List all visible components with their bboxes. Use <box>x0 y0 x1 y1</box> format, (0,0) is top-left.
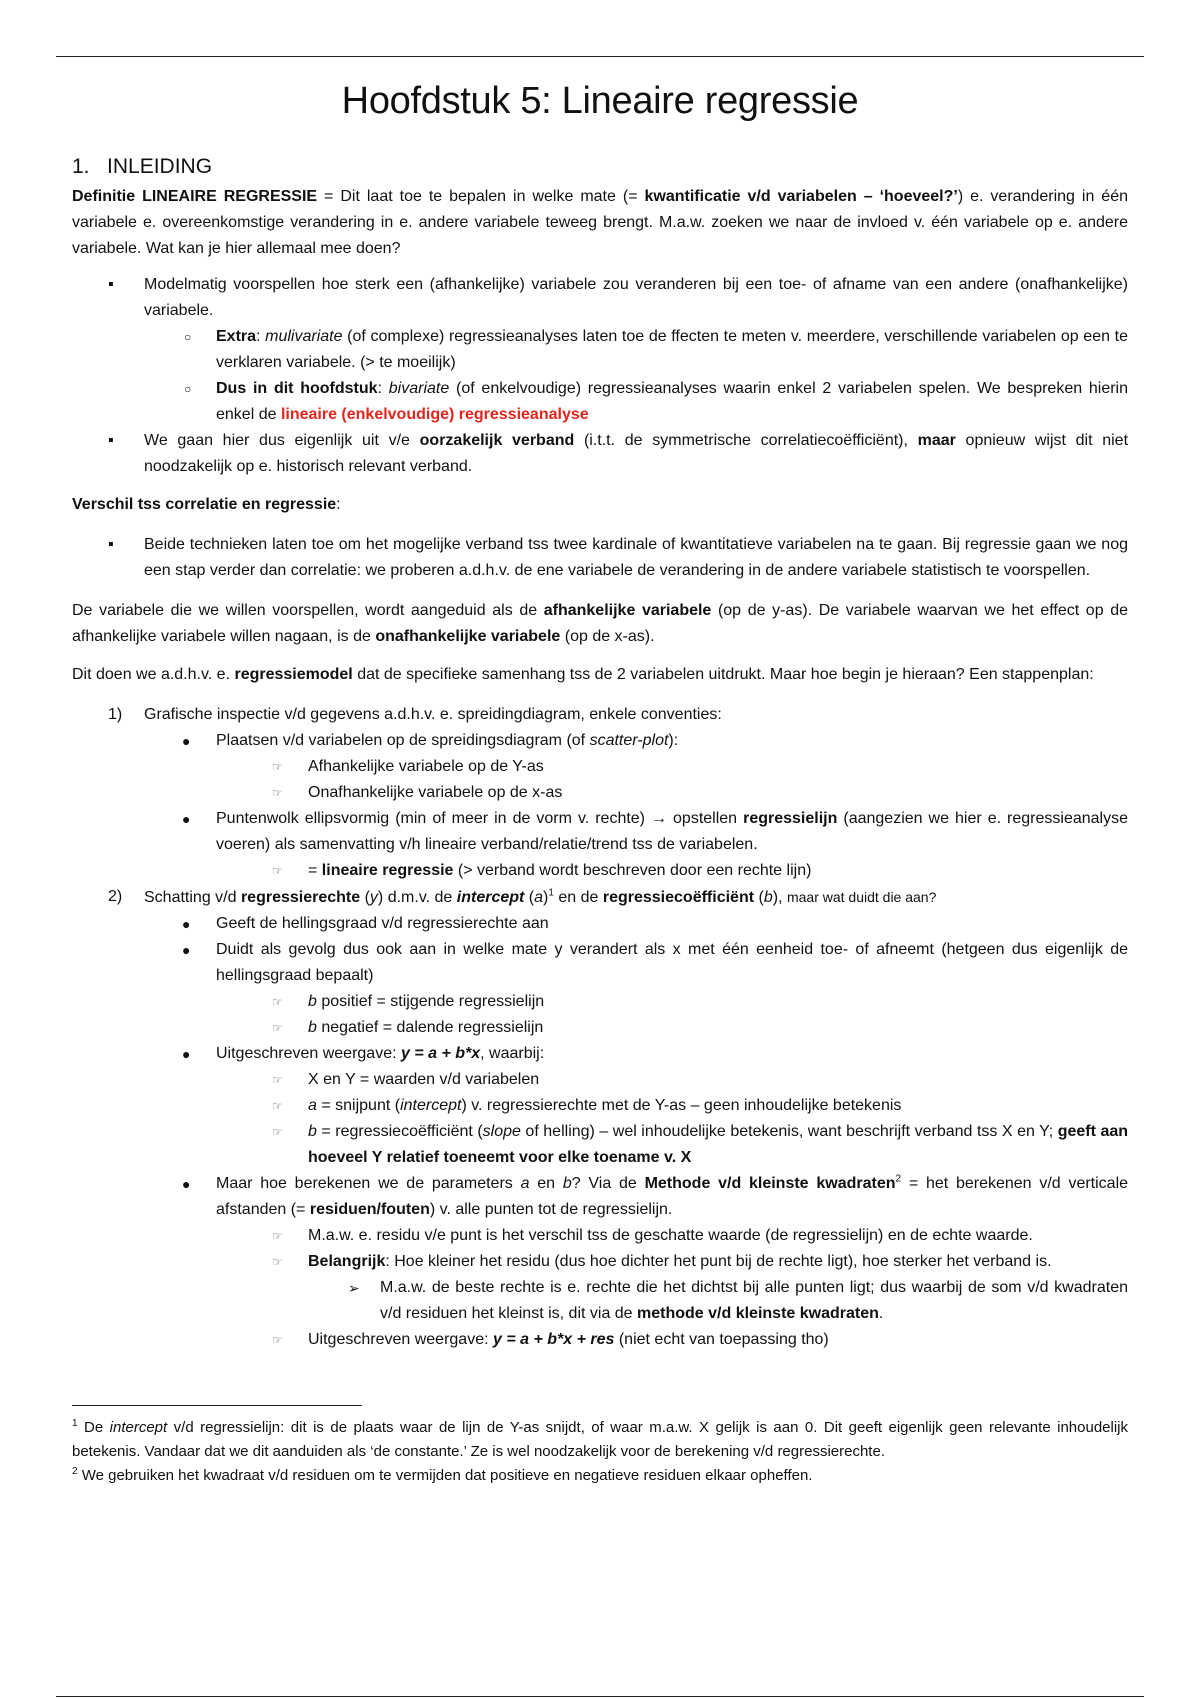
list-item <box>72 989 1128 1015</box>
text: dat de specifieke samenhang tss de 2 variabelen uitdrukt. Maar hoe begin je hieraan? Een stappenplan: <box>352 666 1094 683</box>
subheading <box>72 492 1128 518</box>
list-item <box>72 911 1128 937</box>
bold-italic-text: intercept <box>456 889 525 906</box>
text: ( <box>524 889 535 906</box>
italic-text: intercept <box>400 1097 462 1114</box>
list-item <box>72 1041 1128 1067</box>
bold-text: kwantificatie v/d variabelen – ‘hoeveel?’ <box>644 188 958 205</box>
text: Maar hoe berekenen we de parameters <box>216 1175 521 1192</box>
text: v/d regressielijn: dit is de plaats waar de lijn de Y-as snijdt, of waar m.a.w. X gelijk is aan 0. Dit geeft eigenlijk geen relevante inhoudelijk betekenis. Vandaar dat we dit aanduiden als ‘de constante.’ Ze is wel noodzakelijk voor de berekening v/d regressierechte. <box>72 1419 1129 1460</box>
text: = Dit laat toe te bepalen in welke mate (= <box>317 188 645 205</box>
list-item <box>72 428 1128 480</box>
italic-text: intercept <box>109 1419 168 1436</box>
footnote-ref: 1 <box>548 887 554 899</box>
bold-text: lineaire regressie <box>321 862 454 879</box>
list-item <box>72 1171 1128 1223</box>
square-bullet-icon: ▪ <box>108 536 114 553</box>
text: ( <box>360 889 370 906</box>
list-item <box>72 1119 1128 1171</box>
highlight-text: lineaire (enkelvoudige) regressieanalyse <box>280 406 589 423</box>
text: ) e. verandering in één variabele e. overeenkomstige verandering in e. andere variabele teweeg brengt. M.a.w. zoeken we naar de invloed v. één variabele op e. andere variabele. Wat kan je hier allemaal mee doen? <box>72 188 1129 257</box>
square-bullet-icon: ▪ <box>108 432 114 449</box>
definition-label: Definitie LINEAIRE REGRESSIE <box>72 188 318 205</box>
text: : <box>336 496 341 513</box>
text: Onafhankelijke variabele op de x-as <box>308 784 563 801</box>
bold-text: Methode v/d kleinste kwadraten <box>644 1175 896 1192</box>
italic-text: a <box>534 889 544 906</box>
step-item <box>72 702 1128 728</box>
arrow-bullet-icon: ➢ <box>348 1280 360 1296</box>
small-text: maar wat duidt die aan? <box>786 889 937 905</box>
text: ) v. regressierechte met de Y-as – geen inhoudelijke betekenis <box>461 1097 902 1114</box>
text: De <box>77 1419 110 1436</box>
text: M.a.w. de beste rechte is e. rechte die het dichtst bij alle punten ligt; dus waarbij de som v/d kwadraten v/d residuen het kleinst is, dit via de <box>380 1279 1128 1322</box>
bold-text: methode v/d kleinste kwadraten <box>637 1305 879 1322</box>
paragraph <box>72 662 1128 688</box>
formula-text: y = a + b*x + res <box>492 1331 615 1348</box>
text: ? Via de <box>571 1175 645 1192</box>
text: Afhankelijke variabele op de Y-as <box>308 758 544 775</box>
list-item <box>72 1249 1128 1275</box>
hand-pointer-icon: ☞ <box>272 1099 283 1113</box>
hand-pointer-icon: ☞ <box>272 864 283 878</box>
bold-text: maar <box>917 432 956 449</box>
italic-text: b <box>763 889 773 906</box>
list-item <box>72 1093 1128 1119</box>
bold-text: afhankelijke variabele <box>543 602 712 619</box>
dot-bullet-icon: ● <box>182 811 191 827</box>
top-rule <box>56 56 1144 57</box>
text: (op de x-as). <box>560 628 655 645</box>
text: ( <box>754 889 764 906</box>
intro-list <box>72 272 1128 480</box>
step-number: 1) <box>108 706 123 723</box>
text: ): <box>668 732 679 749</box>
hand-pointer-icon: ☞ <box>272 995 283 1009</box>
italic-text: b <box>308 1019 317 1036</box>
footnote-2 <box>72 1464 1128 1488</box>
text: Beide technieken laten toe om het mogelijke verband tss twee kardinale of kwantitatieve variabelen na te gaan. Bij regressie gaan we nog een stap verder dan correlatie: we proberen a.d.h.v. de ene variabele de verandering in de andere variabele statistisch te voorspellen. <box>144 536 1128 579</box>
step-number: 2) <box>108 888 123 905</box>
hand-pointer-icon: ☞ <box>272 760 283 774</box>
footnote-mark: 2 <box>72 1466 78 1477</box>
text: ), <box>772 889 787 906</box>
text: en de <box>553 889 603 906</box>
italic-text: a <box>520 1175 530 1192</box>
text: Modelmatig voorspellen hoe sterk een (afhankelijke) variabele zou veranderen bij een toe- of afname van een andere (onafhankelijke) variabele. <box>144 276 1128 319</box>
list-item <box>72 806 1128 858</box>
page-title: Hoofdstuk 5: Lineaire regressie <box>341 80 859 122</box>
text: Duidt als gevolg dus ook aan in welke mate y verandert als x met één eenheid toe- of afneemt (hetgeen dus eigenlijk de hellingsgraad bepaalt) <box>216 941 1128 984</box>
hand-pointer-icon: ☞ <box>272 1073 283 1087</box>
text: Geeft de hellingsgraad v/d regressierechte aan <box>216 915 549 932</box>
italic-text: y <box>369 889 378 906</box>
section-title: INLEIDING <box>107 155 213 178</box>
definition-paragraph <box>72 184 1128 262</box>
text: = regressiecoëfficiënt ( <box>316 1123 483 1140</box>
hand-pointer-icon: ☞ <box>272 1229 283 1243</box>
text: Dit doen we a.d.h.v. e. <box>72 666 235 683</box>
text: (> verband wordt beschreven door een rechte lijn) <box>453 862 812 879</box>
list-item <box>72 937 1128 989</box>
bottom-rule <box>56 1696 1144 1697</box>
text: . <box>878 1305 884 1322</box>
text: (of enkelvoudige) regressieanalyses waarin enkel 2 variabelen spelen. We bespreken hierin enkel de <box>216 380 1128 423</box>
bold-text: Belangrijk <box>308 1253 386 1270</box>
section-number: 1. <box>72 155 90 178</box>
dot-bullet-icon: ● <box>182 916 191 932</box>
dot-bullet-icon: ● <box>182 1176 191 1192</box>
text: M.a.w. e. residu v/e punt is het verschil tss de geschatte waarde (de regressielijn) en de echte waarde. <box>308 1227 1033 1244</box>
text: X en Y = waarden v/d variabelen <box>308 1071 540 1088</box>
text: (op de y-as). De variabele waarvan we het effect op de afhankelijke variabele willen nagaan, is de <box>72 602 1129 645</box>
list-item <box>72 1275 1128 1327</box>
text: Uitgeschreven weergave: <box>216 1045 401 1062</box>
steps-list <box>72 702 1128 1353</box>
bold-text: regressiemodel <box>234 666 353 683</box>
italic-text: a <box>308 1097 317 1114</box>
text: We gebruiken het kwadraat v/d residuen om te vermijden dat positieve en negatieve residuen elkaar opheffen. <box>77 1467 813 1484</box>
footnote-1 <box>72 1416 1128 1464</box>
list-item <box>72 754 1128 780</box>
list-item <box>72 532 1128 584</box>
bold-text: Extra <box>216 328 257 345</box>
text: (of complexe) regressieanalyses laten toe de ffecten te meten v. meerdere, verschillende variabelen op een te verklaren variabele. (> te moeilijk) <box>216 328 1128 371</box>
italic-text: b <box>562 1175 572 1192</box>
text: Schatting v/d <box>144 889 241 906</box>
text: = snijpunt ( <box>316 1097 401 1114</box>
hand-pointer-icon: ☞ <box>272 1125 283 1139</box>
hand-pointer-icon: ☞ <box>272 1255 283 1269</box>
italic-text: scatter-plot <box>589 732 669 749</box>
bold-text: Dus in dit hoofdstuk <box>216 380 378 397</box>
footnote-divider <box>72 1405 362 1406</box>
italic-text: bivariate <box>388 380 450 397</box>
list-item <box>72 376 1128 428</box>
dot-bullet-icon: ● <box>182 733 191 749</box>
text: Uitgeschreven weergave: <box>308 1331 493 1348</box>
footnote-ref: 2 <box>895 1173 902 1185</box>
verschil-list <box>72 532 1128 584</box>
list-item <box>72 728 1128 754</box>
list-item <box>72 1223 1128 1249</box>
hand-pointer-icon: ☞ <box>272 1021 283 1035</box>
text: en <box>529 1175 563 1192</box>
text: negatief = dalende regressielijn <box>316 1019 544 1036</box>
list-item <box>72 1067 1128 1093</box>
text: (i.t.t. de symmetrische correlatiecoëfficiënt), <box>574 432 918 449</box>
list-item <box>72 324 1128 376</box>
bold-text: geeft aan hoeveel Y relatief toeneemt voor elke toename v. X <box>308 1123 1129 1166</box>
italic-text: b <box>308 1123 317 1140</box>
text: : <box>256 328 266 345</box>
formula-text: y = a + b*x <box>400 1045 481 1062</box>
dot-bullet-icon: ● <box>182 942 191 958</box>
circle-bullet-icon: ○ <box>184 382 192 396</box>
text: = het berekenen v/d verticale afstanden (= <box>216 1175 1129 1218</box>
circle-bullet-icon: ○ <box>184 330 192 344</box>
bold-text: Verschil tss correlatie en regressie <box>72 496 337 513</box>
text: ) <box>543 889 549 906</box>
text: (aangezien we hier e. regressieanalyse voeren) als samenvatting v/h lineaire verband/relatie/trend tss de variabelen. <box>216 810 1129 853</box>
italic-text: b <box>308 993 317 1010</box>
step-item <box>72 884 1128 911</box>
text: Puntenwolk ellipsvormig (min of meer in de vorm v. rechte) → opstellen <box>216 810 744 827</box>
text: (niet echt van toepassing tho) <box>614 1331 829 1348</box>
bold-text: regressierechte <box>240 889 361 906</box>
bold-text: regressiecoëfficiënt <box>602 889 755 906</box>
text: opnieuw wijst dit niet noodzakelijk op e. historisch relevant verband. <box>144 432 1129 475</box>
hand-pointer-icon: ☞ <box>272 786 283 800</box>
bold-text: oorzakelijk verband <box>419 432 575 449</box>
italic-text: mulivariate <box>265 328 343 345</box>
list-item <box>72 780 1128 806</box>
bold-text: onafhankelijke variabele <box>375 628 561 645</box>
bold-text: regressielijn <box>743 810 838 827</box>
text: : Hoe kleiner het residu (dus hoe dichter het punt bij de rechte ligt), hoe sterker het verband is. <box>385 1253 1052 1270</box>
dot-bullet-icon: ● <box>182 1046 191 1062</box>
bold-text: residuen/fouten <box>309 1201 430 1218</box>
paragraph <box>72 598 1128 650</box>
text: positief = stijgende regressielijn <box>316 993 545 1010</box>
text: ) d.m.v. de <box>377 889 457 906</box>
text: , waarbij: <box>480 1045 545 1062</box>
text: Grafische inspectie v/d gegevens a.d.h.v. e. spreidingdiagram, enkele conventies: <box>144 706 722 723</box>
square-bullet-icon: ▪ <box>108 276 114 293</box>
text: Plaatsen v/d variabelen op de spreidingsdiagram (of <box>216 732 590 749</box>
list-item <box>72 1015 1128 1041</box>
document-page <box>72 74 1128 1488</box>
italic-text: slope <box>482 1123 521 1140</box>
list-item <box>72 1327 1128 1353</box>
list-item <box>72 272 1128 324</box>
text: of helling) – wel inhoudelijke betekenis, want beschrijft verband tss X en Y; <box>520 1123 1058 1140</box>
text: De variabele die we willen voorspellen, wordt aangeduid als de <box>72 602 544 619</box>
text: : <box>377 380 389 397</box>
text: We gaan hier dus eigenlijk uit v/e <box>144 432 420 449</box>
section-heading <box>72 154 1128 180</box>
footnote-mark: 1 <box>72 1418 78 1429</box>
hand-pointer-icon: ☞ <box>272 1333 283 1347</box>
text: ) v. alle punten tot de regressielijn. <box>429 1201 673 1218</box>
text: = <box>308 862 322 879</box>
list-item <box>72 858 1128 884</box>
